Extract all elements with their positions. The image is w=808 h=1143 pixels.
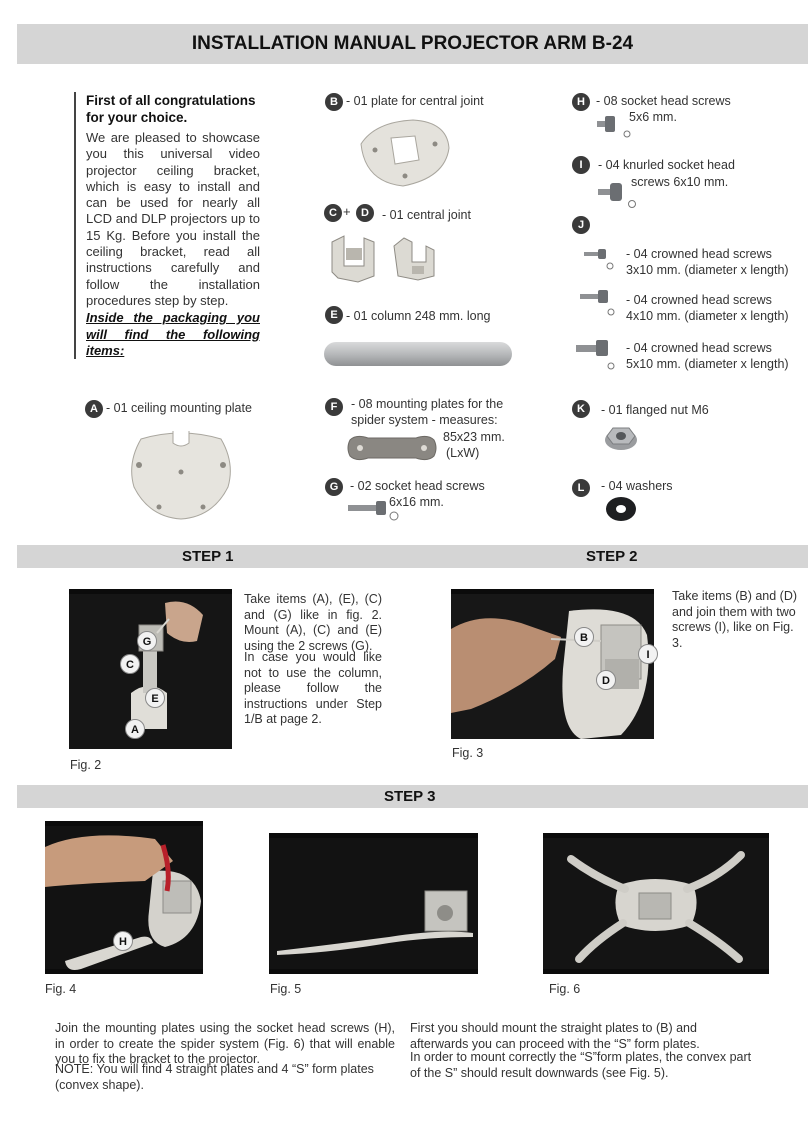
fig2-label-c: C bbox=[120, 654, 140, 674]
fig4-caption: Fig. 4 bbox=[45, 982, 77, 996]
item-cd-text: - 01 central joint bbox=[382, 208, 471, 222]
item-k-text: - 01 flanged nut M6 bbox=[601, 403, 709, 417]
step1-text1: Take items (A), (E), (C) and (G) like in fig. 2. Mount (A), (C) and (E) using the 2 screws (G). bbox=[244, 592, 382, 653]
mounting-plate-image bbox=[346, 432, 438, 464]
fig3-label-d: D bbox=[596, 670, 616, 690]
step2-text: Take items (B) and (D) and join them with two screws (I), like on Fig. 3. bbox=[672, 589, 798, 650]
washer-image bbox=[604, 494, 638, 524]
item-f-line1: - 08 mounting plates for the bbox=[351, 397, 504, 411]
fig2-caption: Fig. 2 bbox=[70, 758, 102, 772]
item-j1-line2: 3x10 mm. (diameter x length) bbox=[626, 263, 789, 277]
step3-title: STEP 3 bbox=[384, 788, 436, 805]
fig2-photo bbox=[69, 589, 232, 749]
fig6-caption: Fig. 6 bbox=[549, 982, 581, 996]
step3-text-right2: In order to mount correctly the “S”form plates, the convex part of the S” should result downwards (see Fig. 5). bbox=[410, 1050, 752, 1080]
step3-text-right1: First you should mount the straight plates to (B) and afterwards you can proceed with the “S” form plates. bbox=[410, 1021, 700, 1051]
item-i-line1: - 04 knurled socket head bbox=[598, 158, 735, 172]
badge-k: K bbox=[572, 400, 590, 418]
item-i-line2: screws 6x10 mm. bbox=[631, 175, 729, 189]
fig4-label-h: H bbox=[113, 931, 133, 951]
ceiling-plate-image bbox=[125, 425, 237, 520]
step2-title: STEP 2 bbox=[586, 548, 638, 565]
page-title: INSTALLATION MANUAL PROJECTOR ARM B-24 bbox=[191, 33, 634, 54]
item-j3-line1: - 04 crowned head screws bbox=[626, 341, 772, 355]
steps-1-2-band bbox=[17, 545, 808, 568]
item-h-line1: - 08 socket head screws bbox=[596, 94, 731, 108]
badge-a: A bbox=[85, 400, 103, 418]
badge-l: L bbox=[572, 479, 590, 497]
fig3-caption: Fig. 3 bbox=[452, 746, 484, 760]
fig3-label-i: I bbox=[638, 644, 658, 664]
screw-h-image bbox=[595, 112, 635, 140]
step1-text2: In case you would like not to use the column, please follow the instructions under Step 1/B at page 2. bbox=[244, 650, 382, 726]
badge-c: C bbox=[324, 204, 342, 222]
fig6-photo bbox=[543, 833, 769, 974]
badge-f: F bbox=[325, 398, 343, 416]
fig3-label-b: B bbox=[574, 627, 594, 647]
fig5-photo bbox=[269, 833, 478, 974]
item-f-line2: spider system - measures: bbox=[351, 413, 498, 427]
item-f-line3: 85x23 mm. bbox=[443, 430, 505, 444]
item-j2-line1: - 04 crowned head screws bbox=[626, 293, 772, 307]
badge-g: G bbox=[325, 478, 343, 496]
badge-b: B bbox=[325, 93, 343, 111]
item-e-text: - 01 column 248 mm. long bbox=[346, 309, 491, 323]
item-h-line2: 5x6 mm. bbox=[629, 110, 677, 124]
plus-sign: + bbox=[343, 204, 351, 219]
item-g-line2: 6x16 mm. bbox=[389, 495, 444, 509]
badge-e: E bbox=[325, 306, 343, 324]
item-j3-line2: 5x10 mm. (diameter x length) bbox=[626, 357, 789, 371]
central-joint-image bbox=[328, 232, 444, 286]
badge-h: H bbox=[572, 93, 590, 111]
fig2-label-a: A bbox=[125, 719, 145, 739]
column-image bbox=[322, 340, 514, 368]
step3-text-left: Join the mounting plates using the socket head screws (H), in order to create the spider system (Fig. 6) that will enable you to fix the bracket to the projector. bbox=[55, 1021, 395, 1066]
fig2-label-g: G bbox=[137, 631, 157, 651]
step3-note: NOTE: You will find 4 straight plates and 4 “S” form plates (convex shape). bbox=[55, 1062, 374, 1092]
joint-plate-image bbox=[355, 116, 453, 188]
fig5-caption: Fig. 5 bbox=[270, 982, 302, 996]
item-g-line1: - 02 socket head screws bbox=[350, 479, 485, 493]
fig2-label-e: E bbox=[145, 688, 165, 708]
badge-j: J bbox=[572, 216, 590, 234]
item-b-text: - 01 plate for central joint bbox=[346, 94, 484, 108]
step1-title: STEP 1 bbox=[182, 548, 234, 565]
badge-d: D bbox=[356, 204, 374, 222]
flanged-nut-image bbox=[604, 420, 638, 452]
item-j2-line2: 4x10 mm. (diameter x length) bbox=[626, 309, 789, 323]
intro-emphasis: Inside the packaging you will find the following items: bbox=[86, 310, 260, 358]
screw-j1-image bbox=[582, 246, 618, 274]
item-f-line4: (LxW) bbox=[446, 446, 480, 460]
fig3-photo bbox=[451, 589, 654, 739]
screw-j2-image bbox=[578, 288, 618, 320]
intro-body: We are pleased to showcase you this universal video projector ceiling bracket, which is easy to install and can be used for nearly all LCD and DLP projectors up to 15 Kg. Before you install the ceiling bracket, read all instructions carefully and follow the installation procedures step by step. bbox=[86, 130, 260, 308]
item-a-text: - 01 ceiling mounting plate bbox=[106, 401, 252, 415]
badge-i: I bbox=[572, 156, 590, 174]
intro-heading: First of all congratulations for your choice. bbox=[86, 93, 256, 125]
item-l-text: - 04 washers bbox=[601, 479, 673, 493]
screw-i-image bbox=[596, 180, 640, 210]
intro-block bbox=[74, 92, 260, 359]
screw-j3-image bbox=[574, 338, 618, 374]
screw-g-image bbox=[346, 498, 404, 522]
item-j1-line1: - 04 crowned head screws bbox=[626, 247, 772, 261]
